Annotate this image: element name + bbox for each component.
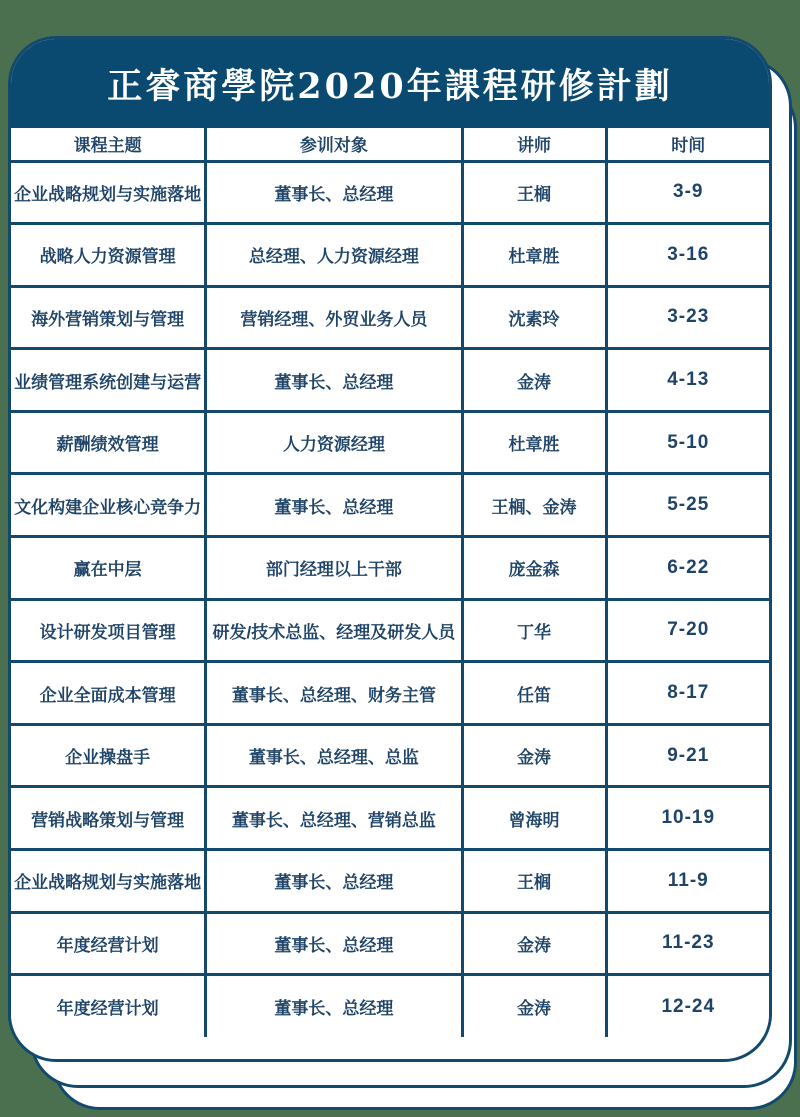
cell-lecturer: 庞金森 [462, 537, 606, 600]
table-row [11, 411, 769, 474]
cell-time: 7-20 [606, 599, 769, 662]
table-row [11, 349, 769, 412]
table-row [11, 724, 769, 787]
cell-topic: 赢在中层 [11, 537, 206, 600]
card-header [11, 39, 769, 128]
cell-audience: 部门经理以上干部 [206, 537, 462, 600]
cell-time: 9-21 [606, 724, 769, 787]
table-header-row [11, 128, 769, 161]
column-header-time: 时间 [606, 128, 769, 161]
cell-time: 11-9 [606, 850, 769, 913]
cell-topic: 企业全面成本管理 [11, 662, 206, 725]
cell-audience: 董事长、总经理、财务主管 [206, 662, 462, 725]
cell-time: 10-19 [606, 787, 769, 850]
cell-time: 3-16 [606, 224, 769, 287]
table-body [11, 161, 769, 1037]
cell-time: 6-22 [606, 537, 769, 600]
cell-time: 8-17 [606, 662, 769, 725]
cell-lecturer: 金涛 [462, 349, 606, 412]
table-row [11, 599, 769, 662]
cell-time: 3-23 [606, 286, 769, 349]
cell-audience: 营销经理、外贸业务人员 [206, 286, 462, 349]
cell-lecturer: 杜章胜 [462, 411, 606, 474]
cell-audience: 总经理、人力资源经理 [206, 224, 462, 287]
cell-lecturer: 金涛 [462, 912, 606, 975]
cell-topic: 企业操盘手 [11, 724, 206, 787]
cell-lecturer: 曾海明 [462, 787, 606, 850]
cell-topic: 薪酬绩效管理 [11, 411, 206, 474]
cell-lecturer: 金涛 [462, 724, 606, 787]
cell-lecturer: 丁华 [462, 599, 606, 662]
table-row [11, 537, 769, 600]
cell-lecturer: 杜章胜 [462, 224, 606, 287]
table-row [11, 474, 769, 537]
cell-topic: 战略人力资源管理 [11, 224, 206, 287]
table-row [11, 850, 769, 913]
cell-lecturer: 王榈 [462, 850, 606, 913]
cell-time: 12-24 [606, 975, 769, 1038]
page-title: 正睿商學院2020年課程研修計劃 [107, 65, 673, 107]
cell-topic: 海外营销策划与管理 [11, 286, 206, 349]
column-header-topic: 课程主题 [11, 128, 206, 161]
cell-topic: 企业战略规划与实施落地 [11, 850, 206, 913]
cell-audience: 董事长、总经理、营销总监 [206, 787, 462, 850]
cell-audience: 董事长、总经理、总监 [206, 724, 462, 787]
cell-audience: 董事长、总经理 [206, 349, 462, 412]
table-row [11, 224, 769, 287]
cell-audience: 研发/技术总监、经理及研发人员 [206, 599, 462, 662]
course-table [11, 128, 769, 1037]
cell-time: 5-25 [606, 474, 769, 537]
cell-audience: 董事长、总经理 [206, 474, 462, 537]
cell-time: 3-9 [606, 161, 769, 224]
cell-time: 4-13 [606, 349, 769, 412]
cell-topic: 年度经营计划 [11, 975, 206, 1038]
table-row [11, 787, 769, 850]
cell-topic: 企业战略规划与实施落地 [11, 161, 206, 224]
cell-time: 5-10 [606, 411, 769, 474]
cell-audience: 人力资源经理 [206, 411, 462, 474]
table-row [11, 912, 769, 975]
table-row [11, 662, 769, 725]
column-header-audience: 参训对象 [206, 128, 462, 161]
column-header-lecturer: 讲师 [462, 128, 606, 161]
cell-lecturer: 任笛 [462, 662, 606, 725]
cell-topic: 设计研发项目管理 [11, 599, 206, 662]
course-plan-card [8, 36, 772, 1062]
cell-audience: 董事长、总经理 [206, 912, 462, 975]
table-row [11, 161, 769, 224]
cell-topic: 业绩管理系统创建与运营 [11, 349, 206, 412]
cell-lecturer: 王榈、金涛 [462, 474, 606, 537]
cell-audience: 董事长、总经理 [206, 850, 462, 913]
table-row [11, 286, 769, 349]
cell-topic: 文化构建企业核心竞争力 [11, 474, 206, 537]
table-row [11, 975, 769, 1038]
cell-topic: 年度经营计划 [11, 912, 206, 975]
cell-audience: 董事长、总经理 [206, 161, 462, 224]
cell-audience: 董事长、总经理 [206, 975, 462, 1038]
cell-time: 11-23 [606, 912, 769, 975]
cell-lecturer: 王榈 [462, 161, 606, 224]
cell-lecturer: 金涛 [462, 975, 606, 1038]
cell-lecturer: 沈素玲 [462, 286, 606, 349]
cell-topic: 营销战略策划与管理 [11, 787, 206, 850]
